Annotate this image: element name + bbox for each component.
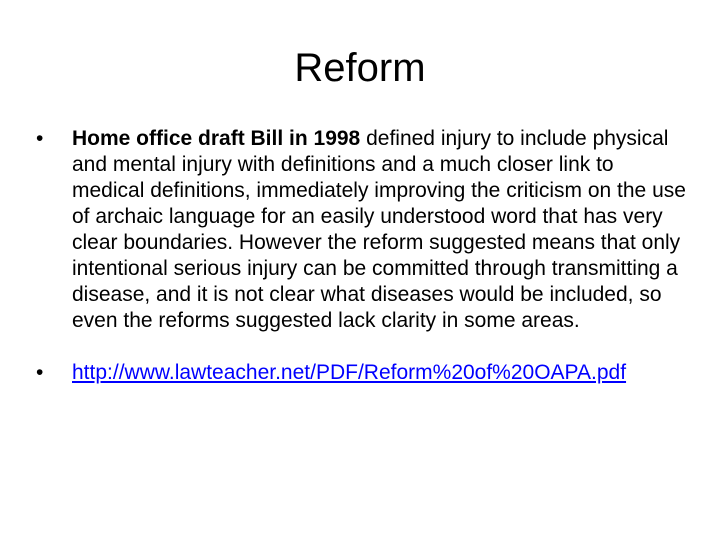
slide-title: Reform xyxy=(294,46,426,90)
bullet-item-home-office-draft xyxy=(36,126,686,334)
bullet-list xyxy=(36,126,686,386)
source-link[interactable]: http://www.lawteacher.net/PDF/Reform%20of%20OAPA.pdf xyxy=(72,361,627,384)
bullet-item-source-link xyxy=(36,360,686,386)
bullet-dot-icon: • xyxy=(36,361,44,384)
bullet-body-text: defined injury to include physical and mental injury with definitions and a much closer link to medical definitions, immediately improving the criticism on the use of archaic language for an easily understood word that has very clear boundaries. However the reform suggested means that only intentional serious injury can be committed through transmitting a disease, and it is not clear what diseases would be included, so even the reforms suggested lack clarity in some areas. xyxy=(72,127,686,332)
bullet-dot-icon: • xyxy=(36,127,44,150)
bullet-bold-lead: Home office draft Bill in 1998 xyxy=(72,127,361,150)
